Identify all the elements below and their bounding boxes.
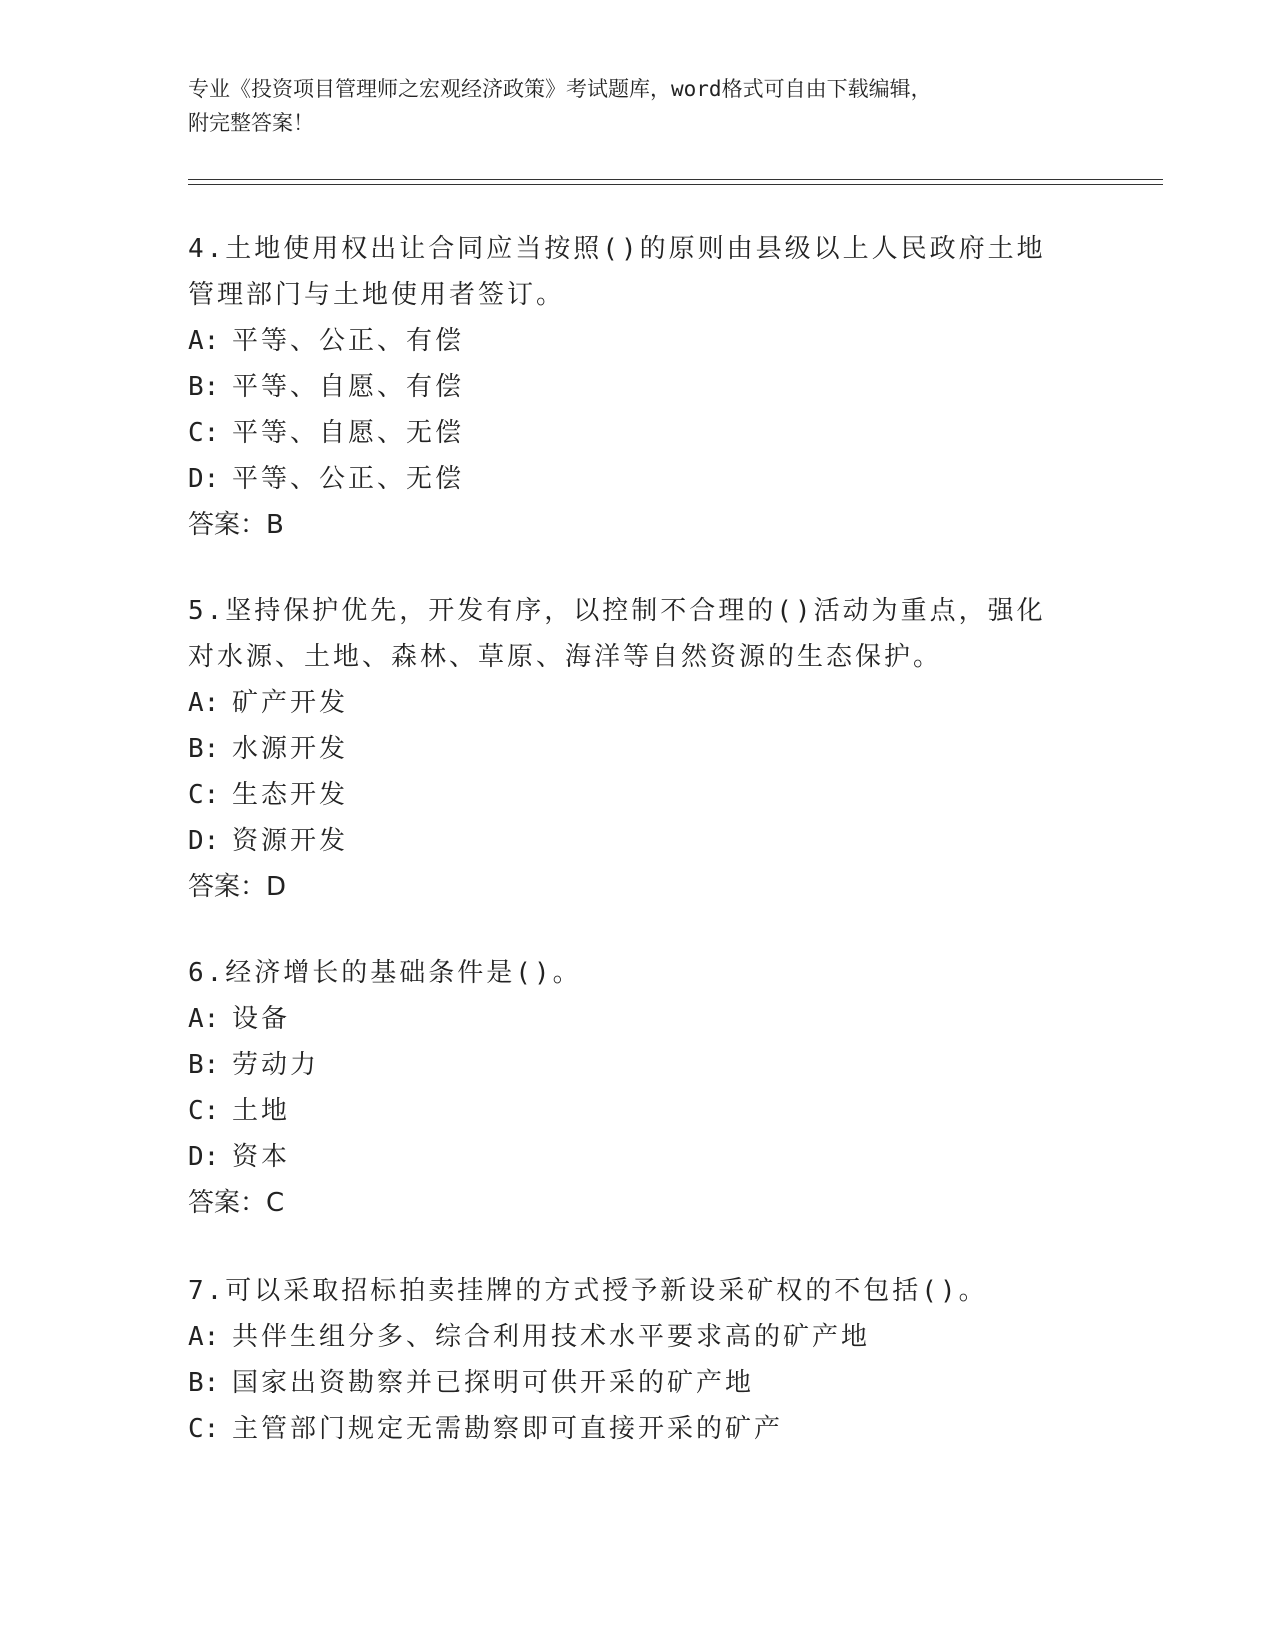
- option-c: [188, 1406, 1068, 1452]
- question-stem: 6.经济增长的基础条件是()。: [188, 958, 582, 988]
- header-line-2: 附完整答案！: [188, 111, 314, 135]
- option-text: 主管部门规定无需勘察即可直接开采的矿产: [232, 1414, 784, 1444]
- option-a: [188, 318, 1068, 364]
- option-letter: B:: [188, 372, 220, 402]
- option-letter: B:: [188, 1368, 220, 1398]
- option-list: [188, 318, 1068, 502]
- option-text: 生态开发: [232, 780, 349, 810]
- option-d: [188, 456, 1068, 502]
- option-text: 国家出资勘察并已探明可供开采的矿产地: [232, 1368, 755, 1398]
- header-divider-bottom: [188, 184, 1163, 185]
- option-a: [188, 1314, 1068, 1360]
- option-letter: A:: [188, 688, 220, 718]
- option-letter: B:: [188, 1050, 220, 1080]
- option-letter: A:: [188, 1004, 220, 1034]
- question-5: [188, 588, 1068, 910]
- option-text: 平等、公正、有偿: [232, 326, 465, 356]
- option-b: [188, 364, 1068, 410]
- option-text: 资本: [232, 1142, 291, 1172]
- option-letter: A:: [188, 1322, 220, 1352]
- option-letter: C:: [188, 780, 220, 810]
- question-stem: 4.土地使用权出让合同应当按照()的原则由县级以上人民政府土地管理部门与土地使用者签订。: [188, 234, 1046, 310]
- header-line-1: 专业《投资项目管理师之宏观经济政策》考试题库，word格式可自由下载编辑，: [188, 77, 932, 101]
- option-b: [188, 1042, 1068, 1088]
- answer-line: 答案：C: [188, 1188, 285, 1218]
- option-d: [188, 1134, 1068, 1180]
- option-list: [188, 1314, 1068, 1452]
- option-c: [188, 772, 1068, 818]
- question-6: [188, 950, 1068, 1226]
- option-letter: B:: [188, 734, 220, 764]
- option-text: 平等、自愿、有偿: [232, 372, 465, 402]
- option-letter: C:: [188, 1414, 220, 1444]
- option-c: [188, 1088, 1068, 1134]
- option-a: [188, 680, 1068, 726]
- option-b: [188, 726, 1068, 772]
- option-text: 共伴生组分多、综合利用技术水平要求高的矿产地: [232, 1322, 871, 1352]
- option-list: [188, 996, 1068, 1180]
- option-text: 矿产开发: [232, 688, 349, 718]
- question-stem: 5.坚持保护优先，开发有序，以控制不合理的()活动为重点，强化对水源、土地、森林、草原、海洋等自然资源的生态保护。: [188, 596, 1046, 672]
- answer-line: 答案：B: [188, 510, 284, 540]
- option-a: [188, 996, 1068, 1042]
- option-c: [188, 410, 1068, 456]
- option-letter: D:: [188, 1142, 220, 1172]
- option-letter: A:: [188, 326, 220, 356]
- option-text: 资源开发: [232, 826, 349, 856]
- option-letter: D:: [188, 464, 220, 494]
- option-letter: C:: [188, 418, 220, 448]
- option-text: 土地: [232, 1096, 291, 1126]
- answer-line: 答案：D: [188, 872, 287, 902]
- option-text: 平等、自愿、无偿: [232, 418, 465, 448]
- document-header: [188, 72, 1068, 140]
- option-list: [188, 680, 1068, 864]
- option-text: 水源开发: [232, 734, 349, 764]
- option-letter: D:: [188, 826, 220, 856]
- option-d: [188, 818, 1068, 864]
- option-letter: C:: [188, 1096, 220, 1126]
- question-7: [188, 1268, 1068, 1452]
- option-b: [188, 1360, 1068, 1406]
- option-text: 平等、公正、无偿: [232, 464, 465, 494]
- header-divider-top: [188, 179, 1163, 180]
- question-4: [188, 226, 1068, 548]
- question-stem: 7.可以采取招标拍卖挂牌的方式授予新设采矿权的不包括()。: [188, 1276, 988, 1306]
- option-text: 劳动力: [232, 1050, 320, 1080]
- option-text: 设备: [232, 1004, 291, 1034]
